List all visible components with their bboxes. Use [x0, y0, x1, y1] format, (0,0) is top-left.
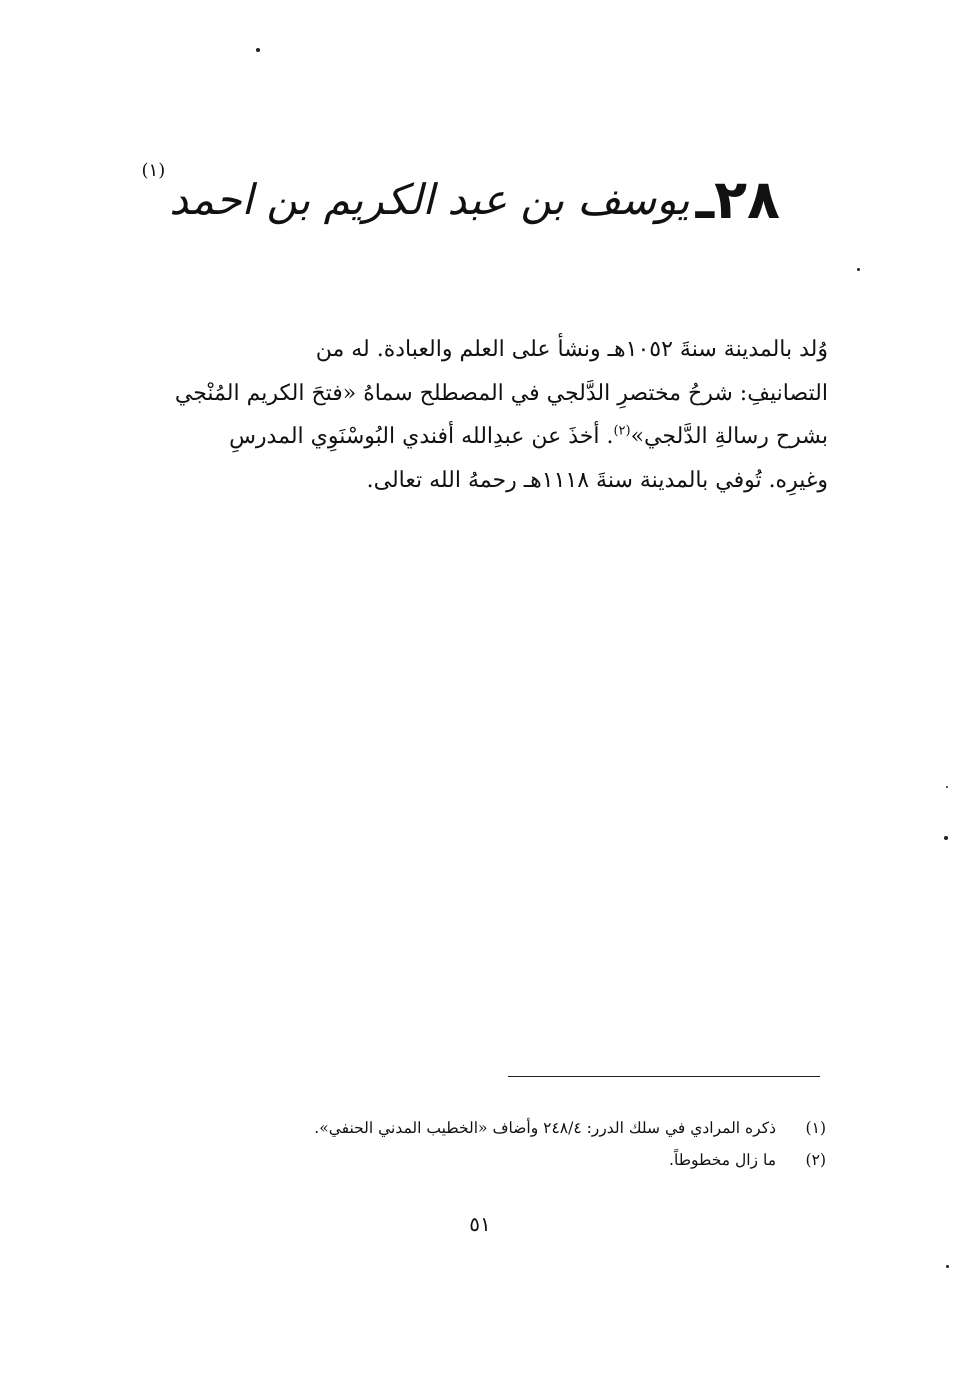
footnote-number: (٢)	[805, 1151, 826, 1169]
body-line: وُلد بالمدينة سنةَ ١٠٥٢هـ ونشأ على العلم والعبادة. له من	[315, 337, 828, 362]
page-number: ٥١	[469, 1212, 491, 1236]
entry-heading	[141, 160, 780, 231]
footnote-number: (١)	[805, 1119, 826, 1137]
body-text-span: . أخذَ عن عبدِالله أفندي البُوسْنَوِي المدرسِ	[229, 424, 614, 449]
scan-speck	[944, 836, 948, 840]
footnote-divider	[508, 1076, 820, 1077]
body-line	[138, 415, 828, 459]
scan-speck	[946, 786, 948, 788]
footnote-text: ما زال مخطوطاً.	[669, 1151, 776, 1169]
entry-title: يوسف بن عبد الكريم بن احمد	[169, 175, 690, 224]
body-text-span: بشرح رسالةِ الدَّلجي»	[630, 424, 828, 449]
footnote-text: ذكره المرادي في سلك الدرر: ٢٤٨/٤ وأضاف «الخطيب المدني الحنفي».	[314, 1119, 776, 1137]
footnotes	[160, 1112, 826, 1176]
entry-separator: ـ	[695, 168, 715, 231]
footnote	[160, 1112, 826, 1144]
footnote	[160, 1144, 826, 1176]
scan-speck	[256, 48, 260, 52]
heading-footnote-ref: (١)	[141, 160, 166, 181]
scan-speck	[857, 268, 860, 271]
body-line: وغيرِه. تُوفي بالمدينة سنةَ ١١١٨هـ رحمهُ الله تعالى.	[366, 467, 828, 493]
body-line: التصانيفِ: شرحُ مختصرِ الدَّلجي في المصطلح سماهُ «فتحَ الكريم المُنْجي	[174, 380, 828, 406]
entry-body	[138, 328, 828, 502]
scan-speck	[946, 1265, 949, 1268]
entry-number: ٢٨	[714, 168, 780, 231]
body-footnote-ref: (٢)	[613, 423, 631, 439]
